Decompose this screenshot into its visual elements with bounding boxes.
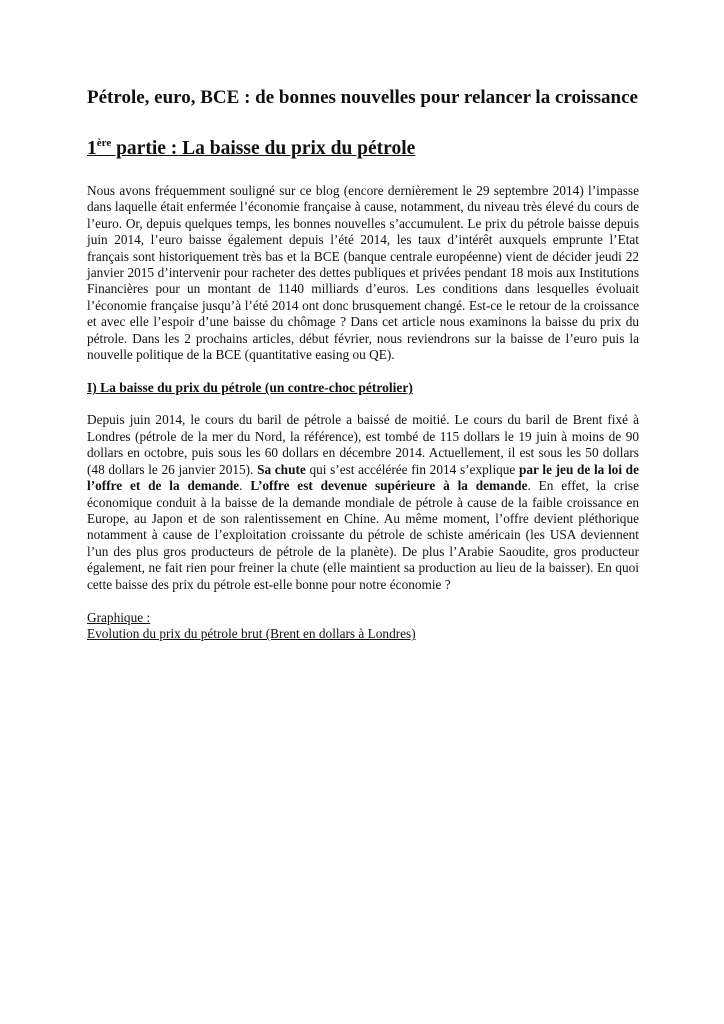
graph-caption: Evolution du prix du pétrole brut (Brent en dollars à Londres) (87, 626, 416, 642)
graph-label: Graphique : (87, 609, 151, 625)
graph-reference (87, 610, 639, 643)
document-page (87, 86, 639, 643)
paragraph-text: . En effet, la crise économique conduit à la baisse de la demande mondiale de pétrole à cause de la faible croissance en Europe, au Japon et de son ralentissement en Chine. Au même moment, l’offre devient pléthorique notamment à cause de l’exploitation croissante du pétrole de schiste américain (les USA deviennent l’un des plus gros producteurs de pétrole de la planète). De plus l’Arabie Saoudite, gros producteur également, ne fait rien pour freiner la chute (elle maintient sa production au lieu de la baisser). En quoi cette baisse des prix du pétrole est-elle bonne pour notre économie ? (87, 478, 640, 592)
bold-phrase: L’offre est devenue supérieure à la demande (250, 478, 528, 494)
intro-paragraph: Nous avons fréquemment souligné sur ce blog (encore dernièrement le 29 septembre 2014) l’impasse dans laquelle était enfermée l’économie française à cause, notamment, du niveau très élevé du cours de l’euro. Or, depuis quelques temps, les bonnes nouvelles s’accumulent. Le prix du pétrole baisse depuis juin 2014, l’euro baisse également depuis l’été 2014, les taux d’intérêt auxquels emprunte l’Etat français sont historiquement très bas et la BCE (banque centrale européenne) vient de décider jeudi 22 janvier 2015 d’intervenir pour racheter des dettes publiques et privées pendant 18 mois aux Institutions Financières pour un montant de 1140 milliards d’euros. Les conditions dans lesquelles évoluait l’économie française jusqu’à l’été 2014 ont donc brusquement changé. Est-ce le retour de la croissance et avec elle l’espoir d’une baisse du chômage ? Dans cet article nous examinons la baisse du prix du pétrole. Dans les 2 prochains articles, début février, nous reviendrons sur la baisse de l’euro puis la nouvelle politique de la BCE (quantitative easing ou QE). (87, 183, 639, 363)
bold-phrase: Sa chute (257, 461, 306, 477)
section-paragraph (87, 412, 639, 592)
part-heading-text: partie : La baisse du prix du pétrole (111, 138, 416, 159)
paragraph-text: . (239, 478, 251, 494)
paragraph-text: Depuis juin 2014, le cours du baril de pétrole a baissé de moitié. Le cours du baril de Brent fixé à Londres (pétrole de la mer du Nord, la référence), est tombé de 115 dollars le 19 juin à moins de 90 dollars en octobre, puis sous les 60 dollars en décembre 2014. Actuellement, il est sous les 50 dollars (48 dollars le 26 janvier 2015). (87, 412, 639, 477)
paragraph-text: qui s’est accélérée fin 2014 s’explique (305, 461, 519, 477)
part-heading (87, 137, 639, 161)
part-number: 1 (87, 138, 97, 159)
section-heading: I) La baisse du prix du pétrole (un contre-choc pétrolier) (87, 380, 413, 396)
bold-phrase: par le jeu de la loi de l’offre et de la demande (87, 461, 639, 494)
document-title: Pétrole, euro, BCE : de bonnes nouvelles pour relancer la croissance (87, 87, 638, 108)
part-superscript: ère (96, 137, 112, 149)
